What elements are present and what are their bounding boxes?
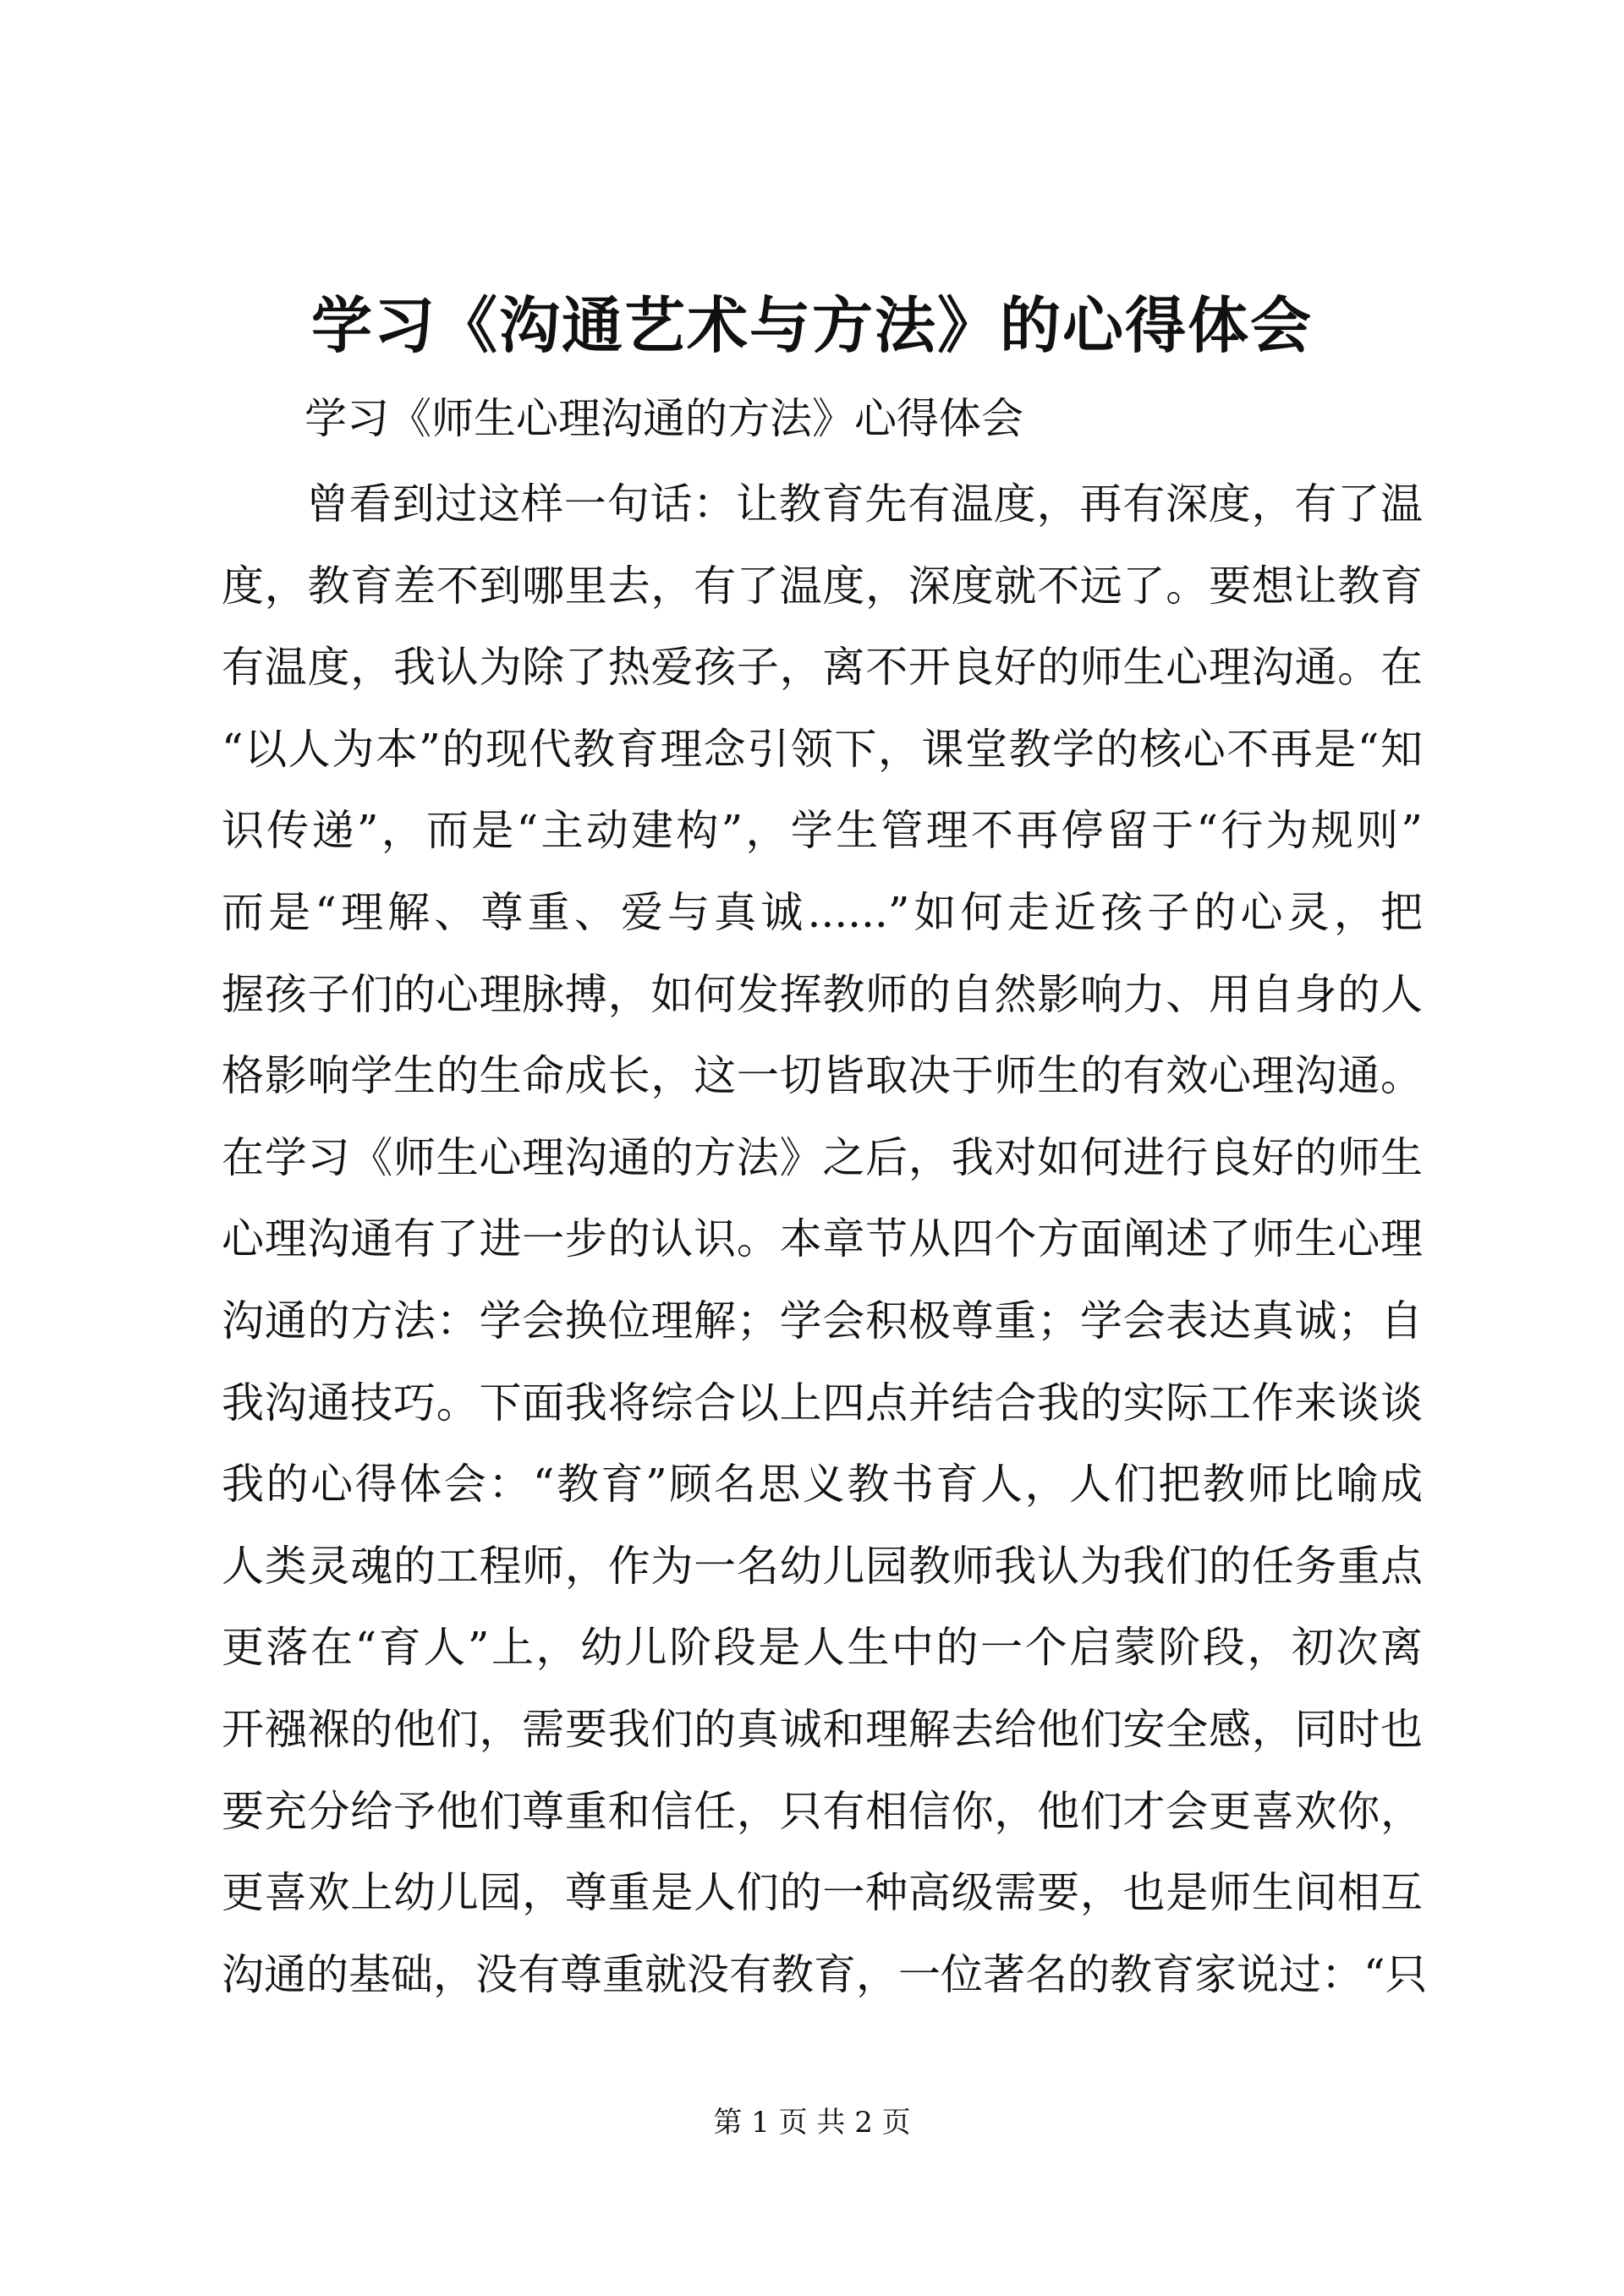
body-line: 识传递”，而是“主动建构”，学生管理不再停留于“行为规则”	[222, 806, 1423, 856]
body-line: 更落在“育人”上，幼儿阶段是人生中的一个启蒙阶段，初次离	[222, 1623, 1423, 1673]
body-line: 要充分给予他们尊重和信任，只有相信你，他们才会更喜欢你，	[222, 1786, 1423, 1836]
body-line: 而是“理解、尊重、爱与真诚......”如何走近孩子的心灵，把	[222, 887, 1423, 937]
page-number: 第 1 页 共 2 页	[713, 2106, 911, 2140]
body-line: 心理沟通有了进一步的认识。本章节从四个方面阐述了师生心理	[222, 1214, 1423, 1264]
body-line: “以人为本”的现代教育理念引领下，课堂教学的核心不再是“知	[222, 724, 1423, 774]
body-line: 有温度，我认为除了热爱孩子，离不开良好的师生心理沟通。在	[222, 643, 1423, 693]
body-line: 更喜欢上幼儿园，尊重是人们的一种高级需要，也是师生间相互	[222, 1868, 1423, 1918]
body-line: 在学习《师生心理沟通的方法》之后，我对如何进行良好的师生	[222, 1132, 1423, 1182]
document-body	[222, 463, 1428, 2015]
document-title: 学习《沟通艺术与方法》的心得体会	[310, 289, 1313, 361]
body-line: 开襁褓的他们，需要我们的真诚和理解去给他们安全感，同时也	[222, 1704, 1423, 1754]
body-line: 我的心得体会：“教育”顾名思义教书育人，人们把教师比喻成	[222, 1460, 1423, 1510]
body-line: 曾看到过这样一句话：让教育先有温度，再有深度，有了温	[306, 479, 1423, 529]
body-line: 沟通的基础，没有尊重就没有教育，一位著名的教育家说过：“只	[222, 1949, 1428, 1999]
body-line: 我沟通技巧。下面我将综合以上四点并结合我的实际工作来谈谈	[222, 1378, 1423, 1427]
body-line: 格影响学生的生命成长，这一切皆取决于师生的有效心理沟通。	[222, 1051, 1423, 1101]
body-line: 沟通的方法：学会换位理解；学会积极尊重；学会表达真诚；自	[222, 1296, 1423, 1345]
body-line: 握孩子们的心理脉搏，如何发挥教师的自然影响力、用自身的人	[222, 969, 1423, 1019]
body-line: 度，教育差不到哪里去，有了温度，深度就不远了。要想让教育	[222, 561, 1423, 611]
document-subtitle: 学习《师生心理沟通的方法》心得体会	[304, 394, 1023, 443]
body-line: 人类灵魂的工程师，作为一名幼儿园教师我认为我们的任务重点	[222, 1541, 1423, 1591]
